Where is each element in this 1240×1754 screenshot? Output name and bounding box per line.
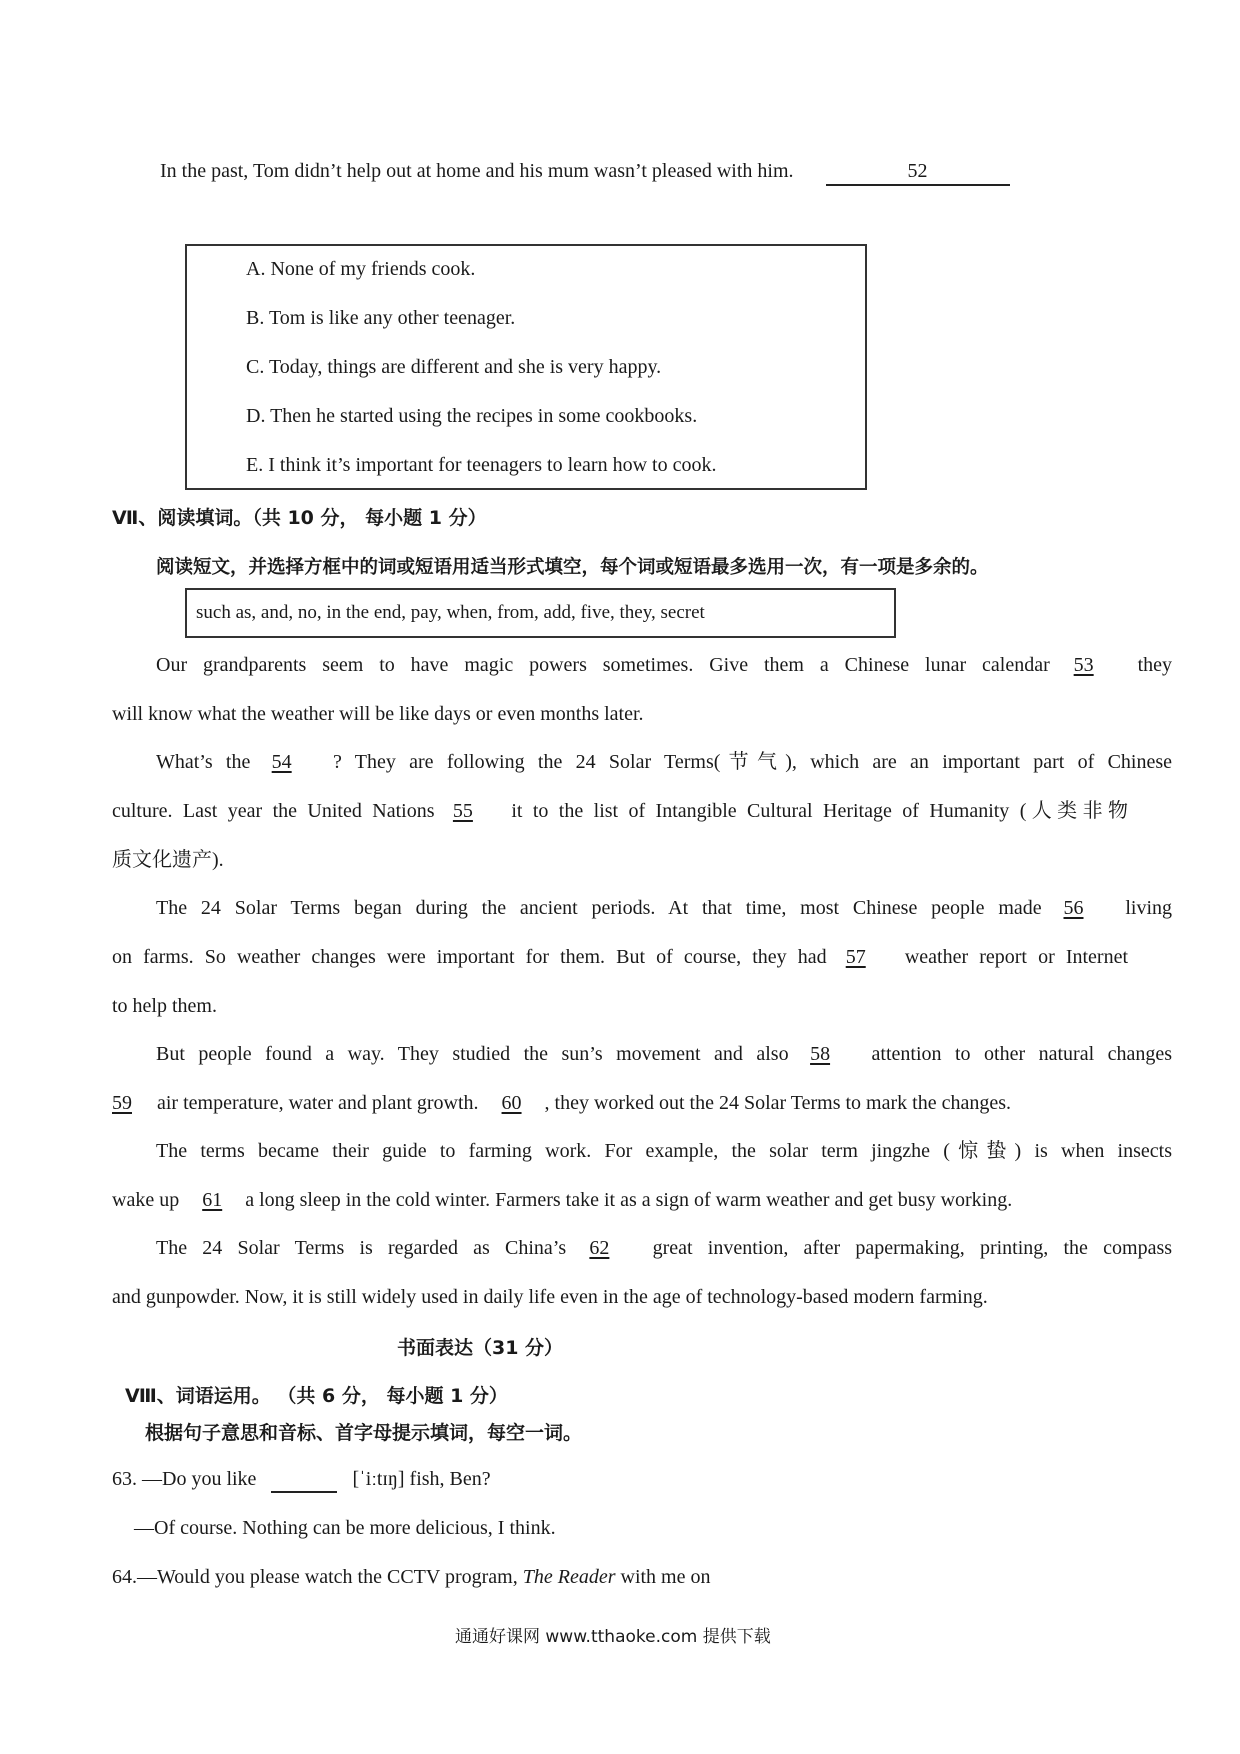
passage-line: The terms became their guide to farming work. For example, the solar term jingzhe (惊蛰) is when insects (156, 1140, 1172, 1162)
question-63: 63. —Do you like [ˈiːtɪŋ] fish, Ben? (112, 1468, 491, 1493)
blank-56: 56 (1063, 897, 1084, 919)
option-e: E. I think it’s important for teenagers to learn how to cook. (246, 454, 717, 476)
passage-line: on farms. So weather changes were important for them. But of course, they had 57 weather report or Internet (112, 943, 1128, 971)
passage-line: culture. Last year the United Nations 55 it to the list of Intangible Cultural Heritage of Humanity (人类非物 (112, 797, 1128, 825)
task-sentence-52 (160, 158, 1010, 186)
passage-line: and gunpowder. Now, it is still widely used in daily life even in the age of technology-based modern farming. (112, 1286, 988, 1308)
blank-55: 55 (452, 800, 473, 822)
blank-52: 52 (826, 158, 1010, 186)
option-d: D. Then he started using the recipes in some cookbooks. (246, 405, 698, 427)
section-7-heading: Ⅶ、阅读填词。（共 10 分， 每小题 1 分） (112, 507, 487, 529)
blank-54: 54 (271, 751, 292, 773)
passage-line: wake up 61 a long sleep in the cold winter. Farmers take it as a sign of warm weather and get busy working. (112, 1186, 1128, 1214)
option-c: C. Today, things are different and she is very happy. (246, 356, 662, 378)
passage-line: But people found a way. They studied the sun’s movement and also 58 attention to other natural changes (112, 1040, 1172, 1068)
blank-57: 57 (845, 946, 866, 968)
writing-title: 书面表达（31 分） (397, 1337, 564, 1359)
blank-60: 60 (501, 1092, 522, 1114)
word-box-text: such as, and, no, in the end, pay, when, from, add, five, they, secret (196, 602, 705, 623)
program-title: The Reader (522, 1566, 616, 1588)
passage-line: The 24 Solar Terms is regarded as China’s 62 great invention, after papermaking, printing, the compass (112, 1234, 1172, 1262)
question-64: 64.—Would you please watch the CCTV program, The Reader with me on (112, 1566, 711, 1588)
section-8-instruction: 根据句子意思和音标、首字母提示填词，每空一词。 (145, 1422, 583, 1444)
section-8-heading: Ⅷ、词语运用。 （共 6 分， 每小题 1 分） (125, 1385, 508, 1407)
answer-blank-63[interactable] (271, 1468, 337, 1493)
question-63-response: —Of course. Nothing can be more delicious, I think. (134, 1517, 556, 1539)
section-7-instruction: 阅读短文，并选择方框中的词或短语用适当形式填空，每个词或短语最多选用一次，有一项是多余的。 (156, 557, 989, 578)
passage-line: 质文化遗产). (112, 849, 224, 871)
option-a: A. None of my friends cook. (246, 258, 476, 280)
passage-line: The 24 Solar Terms began during the ancient periods. At that time, most Chinese people made 56 living (112, 894, 1172, 922)
passage-line: to help them. (112, 995, 217, 1017)
option-b: B. Tom is like any other teenager. (246, 307, 516, 329)
passage-line: Our grandparents seem to have magic powers sometimes. Give them a Chinese lunar calendar 53 they (112, 651, 1172, 679)
blank-59: 59 (112, 1092, 132, 1114)
passage-line: What’s the 54 ? They are following the 24 Solar Terms(节气), which are an important part of Chinese (112, 748, 1172, 776)
blank-53: 53 (1073, 654, 1094, 676)
passage-line: will know what the weather will be like days or even months later. (112, 703, 644, 725)
blank-58: 58 (810, 1043, 831, 1065)
passage-line: 59 air temperature, water and plant growth. 60 , they worked out the 24 Solar Terms to mark the changes. (112, 1089, 1128, 1117)
blank-61: 61 (202, 1189, 223, 1211)
blank-62: 62 (589, 1237, 610, 1259)
task-sentence-text: In the past, Tom didn’t help out at home and his mum wasn’t pleased with him. (160, 160, 794, 182)
page-footer: 通通好课网 www.tthaoke.com 提供下载 (455, 1627, 771, 1647)
